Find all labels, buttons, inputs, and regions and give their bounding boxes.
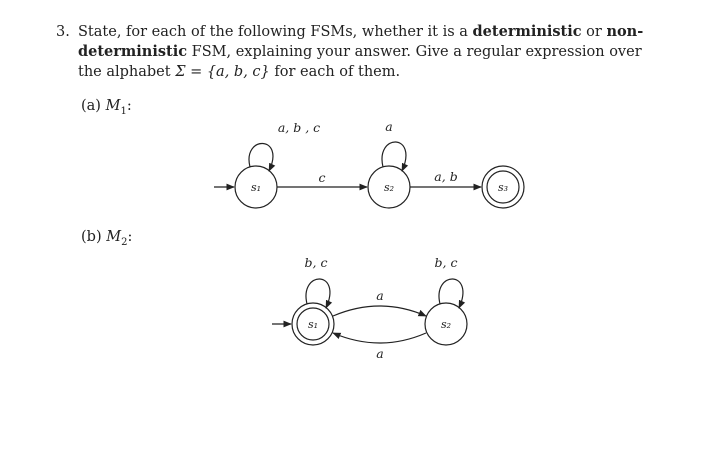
m1-edge-s2-s3-label: a, b [434, 169, 458, 184]
m2-edge-s2-s1 [333, 333, 426, 343]
m1-state-s3-label: s₃ [497, 181, 509, 194]
m1-state-s1-label: s₁ [250, 181, 262, 194]
m1-diagram [214, 119, 524, 208]
m1-loop-s1-label: a, b , c [277, 120, 321, 135]
bold-deterministic: deterministic [472, 23, 582, 40]
alphabet-expression: Σ = {a, b, c} [175, 64, 270, 80]
bold-nondeterministic: non-deterministic [78, 23, 644, 60]
part-a-subscript: 1 [120, 105, 127, 117]
question-text-part: or [581, 24, 607, 40]
m2-state-s1-label: s₁ [307, 318, 319, 331]
m2-edge-s1-s2 [333, 306, 426, 316]
part-b-subscript: 2 [121, 236, 128, 248]
m2-edge-s1-s2-label: a [376, 288, 384, 303]
m1-loop-s2-label: a [385, 119, 393, 134]
question-text-part: for each of them. [269, 64, 401, 80]
question-text-part: State, for each of the following FSMs, whether it is a [78, 24, 473, 40]
question-text-part: FSM, explaining your answer. Give a regular expression over the alphabet [78, 44, 642, 80]
question-number: 3. [56, 24, 70, 40]
part-b-machine: M [106, 229, 122, 245]
m1-edge-s1-s2-label: c [318, 170, 326, 185]
part-a-colon: : [126, 98, 132, 114]
m2-loop-s1-label: b, c [304, 255, 328, 270]
m2-diagram [272, 255, 467, 361]
m1-state-s2-label: s₂ [383, 181, 395, 194]
m2-state-s2-label: s₂ [440, 318, 452, 331]
part-a-letter: (a) [81, 98, 101, 114]
m2-loop-s2-label: b, c [434, 255, 458, 270]
part-a-machine: M [105, 98, 121, 114]
m2-edge-s2-s1-label: a [376, 346, 384, 361]
part-b-letter: (b) [81, 229, 102, 245]
part-b-colon: : [127, 229, 133, 245]
